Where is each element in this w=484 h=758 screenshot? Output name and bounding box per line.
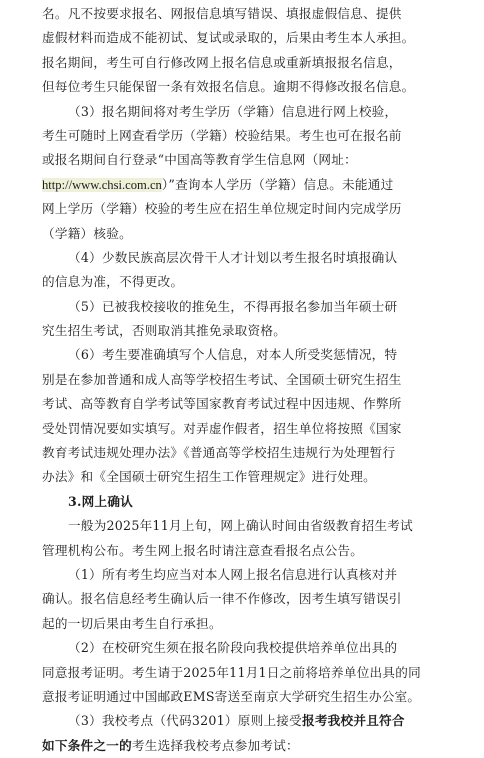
text-line: （4）少数民族高层次骨干人才计划以考生报名时填报确认 (68, 249, 398, 265)
text-line: （6）考生要准确填写个人信息，对本人所受奖惩情况，特 (68, 347, 398, 363)
text-line: 考试、高等教育自学考试等国家教育考试过程中因违规、作弊所 (42, 396, 402, 412)
text-line (42, 734, 466, 758)
text-line (42, 709, 466, 733)
text-line: 别是在参加普通和成人高等学校招生考试、全国硕士研究生招生 (42, 371, 402, 387)
text-line: 网上学历（学籍）校验的考生应在招生单位规定时间内完成学历 (42, 201, 402, 217)
text-line: 确认。报名信息经考生确认后一律不作修改，因考生填写错误引 (42, 591, 402, 607)
text-line: （学籍）核验。 (42, 225, 132, 241)
section-heading: 3.网上确认 (68, 493, 134, 509)
text-line: （3）报名期间将对考生学历（学籍）信息进行网上校验， (68, 103, 398, 119)
text-fragment: （3）我校考点（代码3201）原则上接受 (68, 713, 302, 729)
text-line: 教育考试违规处理办法》《普通高等学校招生违规行为处理暂行 (42, 445, 396, 461)
chsi-url-link[interactable]: http://www.chsi.com.cn (42, 177, 162, 192)
text-line: 究生招生考试，否则取消其推免录取资格。 (42, 323, 287, 339)
text-line: 名。凡不按要求报名、网报信息填写错误、填报虚假信息、提供 (42, 6, 402, 21)
text-line: 虚假材料而造成不能初试、复试或录取的，后果由考生本人承担。 (42, 30, 415, 46)
text-line: （2）在校研究生须在报名阶段向我校提供培养单位出具的 (68, 640, 398, 656)
text-line: 意报考证明通过中国邮政EMS寄送至南京大学研究生招生办公室。 (42, 688, 421, 704)
text-line: 的信息为准，不得更改。 (42, 274, 184, 290)
text-line: 报名期间，考生可自行修改网上报名信息或重新填报报名信息， (42, 54, 402, 70)
text-line: 办法》和《全国硕士研究生招生工作管理规定》进行处理。 (42, 469, 376, 485)
text-line: 起的一切后果由考生自行承担。 (42, 615, 222, 631)
text-line: 或报名期间自行登录“中国高等教育学生信息网（网址： (42, 152, 357, 168)
text-fragment: 考生选择我校考点参加考试： (131, 737, 299, 753)
bold-text-fragment: 报考我校并且符合 (301, 713, 405, 729)
text-line: 一般为2025年11月上旬，网上确认时间由省级教育招生考试 (68, 518, 413, 534)
text-line: 同意报考证明。考生请于2025年11月1日之前将培养单位出具的同 (42, 664, 421, 680)
text-line: 考生可随时上网查看学历（学籍）校验结果。考生也可在报名前 (42, 127, 402, 143)
text-fragment: ）”查询本人学历（学籍）信息。未能通过 (161, 176, 394, 192)
text-line: （5）已被我校接收的推免生，不得再报名参加当年硕士研 (68, 298, 398, 314)
bold-text-fragment: 如下条件之一的 (42, 737, 132, 753)
text-line: 但每位考生只能保留一条有效报名信息。逾期不得修改报名信息。 (42, 79, 415, 95)
text-line (42, 173, 466, 197)
text-line: （1）所有考生均应当对本人网上报名信息进行认真核对并 (68, 566, 398, 582)
text-line: 管理机构公布。考生网上报名时请注意查看报名点公告。 (42, 542, 364, 558)
text-line: 受处罚情况要如实填写。对弄虚作假者，招生单位将按照《国家 (42, 420, 402, 436)
